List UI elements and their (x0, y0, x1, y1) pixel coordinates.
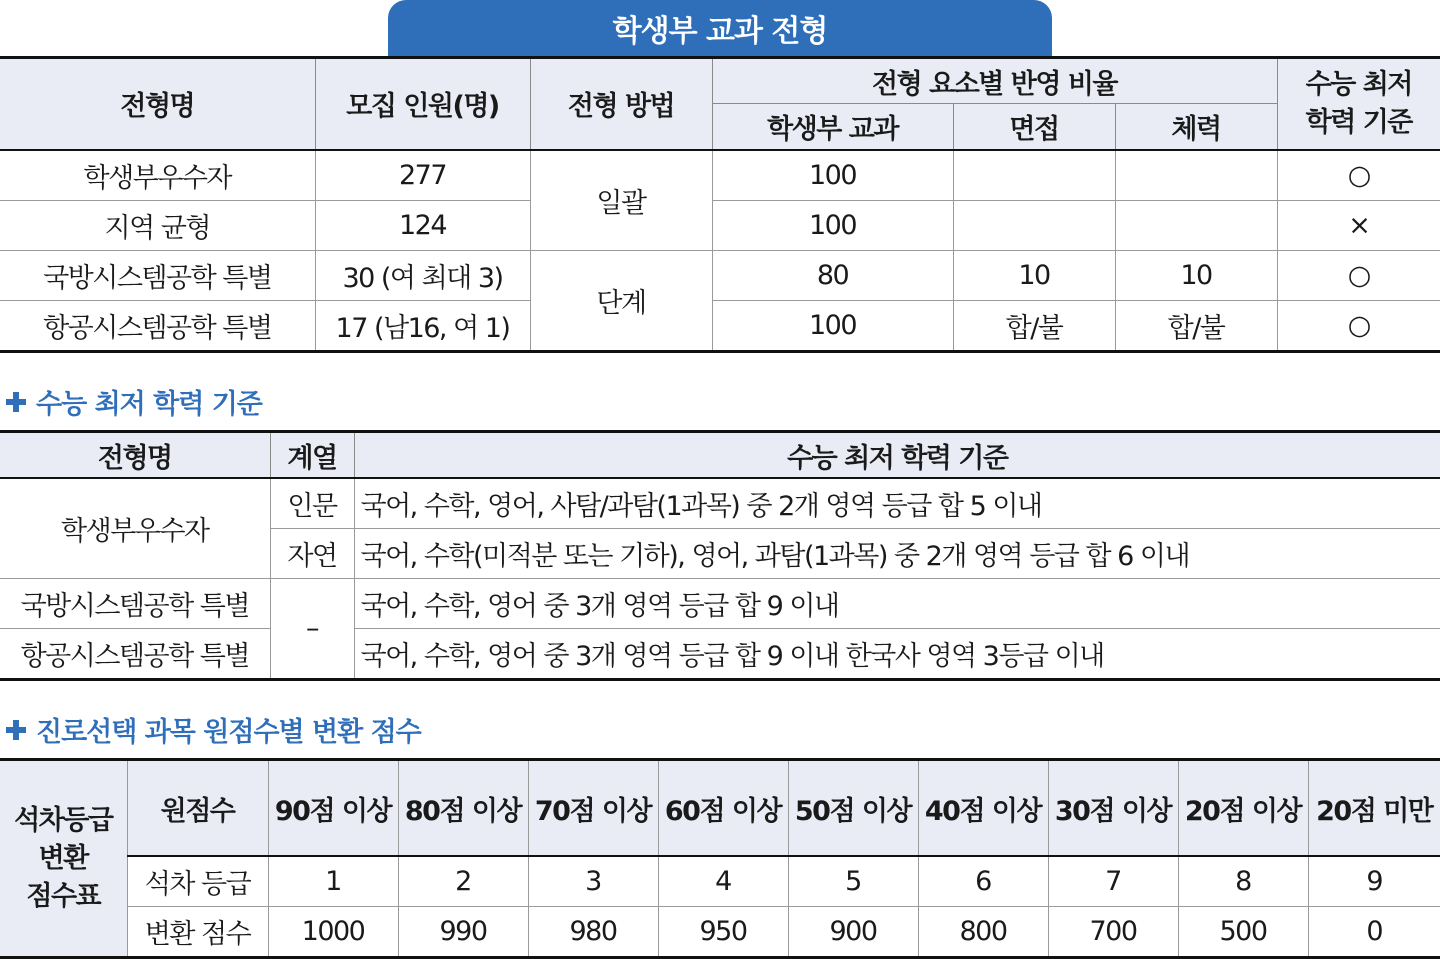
header-count: 모집 인원(명) (315, 58, 530, 150)
raw-score-cell: 90점 이상 (268, 760, 398, 857)
row-min: ○ (1277, 300, 1440, 351)
table-row (0, 300, 1440, 351)
header-name: 전형명 (0, 58, 315, 150)
grade-cell: 1 (268, 856, 398, 907)
header-name: 전형명 (0, 432, 270, 479)
row-interview (953, 150, 1115, 201)
row-method: 일괄 (530, 150, 712, 251)
table-row (0, 478, 1440, 529)
row-count: 30 (여 최대 3) (315, 250, 530, 300)
admission-table (0, 56, 1440, 353)
row-criteria: 국어, 수학, 영어 중 3개 영역 등급 합 9 이내 (354, 579, 1440, 629)
row-count: 124 (315, 200, 530, 250)
row-track: 자연 (270, 529, 354, 579)
score-cell: 700 (1048, 907, 1178, 958)
row-min: × (1277, 200, 1440, 250)
section-title-text: 진로선택 과목 원점수별 변환 점수 (36, 717, 421, 748)
grade-cell: 5 (788, 856, 918, 907)
raw-score-cell: 80점 이상 (398, 760, 528, 857)
score-cell: 900 (788, 907, 918, 958)
grade-cell: 7 (1048, 856, 1178, 907)
header-method: 전형 방법 (530, 58, 712, 150)
row-min: ○ (1277, 150, 1440, 201)
grade-cell: 9 (1308, 856, 1440, 907)
score-cell: 990 (398, 907, 528, 958)
side-label-line: 점수표 (26, 880, 101, 912)
row-name: 국방시스템공학 특별 (0, 579, 270, 629)
score-label: 변환 점수 (127, 907, 268, 958)
score-cell: 500 (1178, 907, 1308, 958)
raw-score-cell: 50점 이상 (788, 760, 918, 857)
plus-icon (6, 720, 26, 740)
score-cell: 950 (658, 907, 788, 958)
min-standard-table (0, 430, 1440, 681)
row-name: 국방시스템공학 특별 (0, 250, 315, 300)
score-cell: 800 (918, 907, 1048, 958)
row-name: 지역 균형 (0, 200, 315, 250)
raw-score-row (0, 760, 1440, 857)
raw-score-cell: 40점 이상 (918, 760, 1048, 857)
row-name: 항공시스템공학 특별 (0, 629, 270, 680)
row-criteria: 국어, 수학, 영어 중 3개 영역 등급 합 9 이내 한국사 영역 3등급 이내 (354, 629, 1440, 680)
header-min-line2: 학력 기준 (1305, 106, 1412, 138)
row-record: 100 (712, 300, 953, 351)
tab-title: 학생부 교과 전형 (388, 0, 1052, 56)
raw-score-cell: 30점 이상 (1048, 760, 1178, 857)
section-title-conversion (6, 710, 421, 749)
header-physical: 체력 (1115, 104, 1277, 150)
grade-label: 석차 등급 (127, 856, 268, 907)
side-label-line: 석차등급 (14, 804, 113, 836)
row-name: 학생부우수자 (0, 150, 315, 201)
grade-row (0, 856, 1440, 907)
raw-score-cell: 20점 이상 (1178, 760, 1308, 857)
score-row (0, 907, 1440, 958)
side-label (0, 760, 127, 958)
table-row (0, 200, 1440, 250)
header-min-standard (1277, 58, 1440, 150)
table-row (0, 250, 1440, 300)
section-title-text: 수능 최저 학력 기준 (36, 389, 262, 420)
section-title-min-standard (6, 382, 262, 421)
row-record: 80 (712, 250, 953, 300)
row-physical: 합/불 (1115, 300, 1277, 351)
score-cell: 1000 (268, 907, 398, 958)
row-count: 17 (남16, 여 1) (315, 300, 530, 351)
row-record: 100 (712, 200, 953, 250)
row-method: 단계 (530, 250, 712, 351)
row-count: 277 (315, 150, 530, 201)
row-physical (1115, 150, 1277, 201)
grade-cell: 3 (528, 856, 658, 907)
row-physical: 10 (1115, 250, 1277, 300)
header-record: 학생부 교과 (712, 104, 953, 150)
raw-score-cell: 60점 이상 (658, 760, 788, 857)
header-min-line1: 수능 최저 (1305, 68, 1412, 100)
conversion-table (0, 758, 1440, 959)
grade-cell: 4 (658, 856, 788, 907)
row-criteria: 국어, 수학, 영어, 사탐/과탐(1과목) 중 2개 영역 등급 합 5 이내 (354, 478, 1440, 529)
header-interview: 면접 (953, 104, 1115, 150)
plus-icon (6, 392, 26, 412)
header-criteria: 수능 최저 학력 기준 (354, 432, 1440, 479)
header-track: 계열 (270, 432, 354, 479)
score-cell: 0 (1308, 907, 1440, 958)
row-interview (953, 200, 1115, 250)
score-cell: 980 (528, 907, 658, 958)
row-interview: 10 (953, 250, 1115, 300)
row-physical (1115, 200, 1277, 250)
grade-cell: 8 (1178, 856, 1308, 907)
raw-score-cell: 70점 이상 (528, 760, 658, 857)
row-name: 항공시스템공학 특별 (0, 300, 315, 351)
grade-cell: 2 (398, 856, 528, 907)
raw-score-cell: 20점 미만 (1308, 760, 1440, 857)
row-interview: 합/불 (953, 300, 1115, 351)
grade-cell: 6 (918, 856, 1048, 907)
row-track: – (270, 579, 354, 680)
row-name: 학생부우수자 (0, 478, 270, 579)
table-row (0, 579, 1440, 629)
row-min: ○ (1277, 250, 1440, 300)
table-row (0, 629, 1440, 680)
row-record: 100 (712, 150, 953, 201)
row-criteria: 국어, 수학(미적분 또는 기하), 영어, 과탐(1과목) 중 2개 영역 등급 합 6 이내 (354, 529, 1440, 579)
header-ratio-group: 전형 요소별 반영 비율 (712, 58, 1277, 104)
row-track: 인문 (270, 478, 354, 529)
side-label-line: 변환 (38, 842, 88, 874)
raw-score-label: 원점수 (127, 760, 268, 857)
table-row (0, 150, 1440, 201)
